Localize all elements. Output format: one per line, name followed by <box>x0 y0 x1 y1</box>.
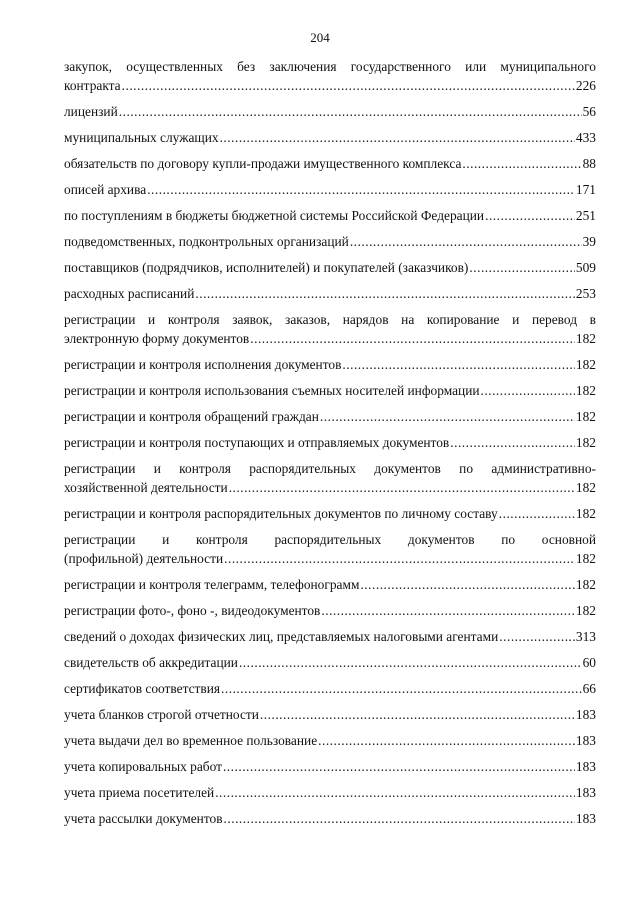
index-entry-line <box>64 284 596 303</box>
index-entry <box>64 154 596 173</box>
index-entry-text: описей архива <box>64 182 147 197</box>
dot-leader <box>260 705 575 724</box>
index-entry-text: сведений о доходах физических лиц, представляемых налоговыми агентами <box>64 629 499 644</box>
index-entry <box>64 530 596 568</box>
dot-leader <box>485 206 575 225</box>
index-entry-text: лицензий <box>64 104 118 119</box>
dot-leader <box>320 407 575 426</box>
index-entry <box>64 627 596 646</box>
index-entry <box>64 575 596 594</box>
index-entry <box>64 310 596 348</box>
index-entry-line <box>64 549 596 568</box>
index-entry-text: муниципальных служащих <box>64 130 219 145</box>
index-entry-line <box>64 705 596 724</box>
index-entry-text: электронную форму документов <box>64 331 250 346</box>
index-entry-page: 183 <box>575 785 596 800</box>
index-entry <box>64 381 596 400</box>
index-entry-line <box>64 355 596 374</box>
index-entry <box>64 809 596 828</box>
dot-leader <box>195 284 575 303</box>
index-entry-page: 183 <box>575 707 596 722</box>
index-entry <box>64 653 596 672</box>
dot-leader <box>481 381 575 400</box>
index-entry-page: 88 <box>582 156 596 171</box>
index-entry <box>64 102 596 121</box>
index-entry-line <box>64 504 596 523</box>
index-entry-page: 182 <box>575 603 596 618</box>
index-entry <box>64 180 596 199</box>
index-entry-page: 182 <box>575 357 596 372</box>
dot-leader <box>499 504 575 523</box>
index-entry-line <box>64 757 596 776</box>
index-entry-text: учета выдачи дел во временное пользование <box>64 733 318 748</box>
dot-leader <box>119 102 582 121</box>
index-entry-text: регистрации и контроля исполнения документов <box>64 357 342 372</box>
index-entry-text: свидетельств об аккредитации <box>64 655 238 670</box>
index-entry <box>64 128 596 147</box>
dot-leader <box>224 549 575 568</box>
index-entry <box>64 284 596 303</box>
dot-leader <box>469 258 575 277</box>
index-entry <box>64 731 596 750</box>
dot-leader <box>342 355 575 374</box>
dot-leader <box>318 731 575 750</box>
index-entry-text: обязательств по договору купли-продажи имущественного комплекса <box>64 156 462 171</box>
index-entry-page: 183 <box>575 733 596 748</box>
index-entry-lead: регистрации и контроля распорядительных документов по административно- <box>64 461 596 476</box>
index-entry-page: 182 <box>575 383 596 398</box>
index-entry-line <box>64 381 596 400</box>
index-entry-line <box>64 258 596 277</box>
index-entry <box>64 601 596 620</box>
index-entry-line <box>64 627 596 646</box>
dot-leader <box>499 627 575 646</box>
page-number: 204 <box>310 30 330 45</box>
index-entry-line <box>64 478 596 497</box>
index-entry-text: регистрации и контроля обращений граждан <box>64 409 319 424</box>
index-entry-line <box>64 206 596 225</box>
index-entry-page: 251 <box>575 208 596 223</box>
dot-leader <box>215 783 575 802</box>
index-entry-page: 226 <box>575 78 596 93</box>
index-entry-line <box>64 679 596 698</box>
dot-leader <box>462 154 581 173</box>
index-entry-page: 183 <box>575 811 596 826</box>
index-entry-page: 182 <box>575 331 596 346</box>
index-entry-line <box>64 809 596 828</box>
index-entry <box>64 407 596 426</box>
index-entry-text: (профильной) деятельности <box>64 551 224 566</box>
index-entry-page: 182 <box>575 409 596 424</box>
index-entry-page: 182 <box>575 577 596 592</box>
index-entry-line <box>64 76 596 95</box>
index-entry-line <box>64 575 596 594</box>
index-entry-lead: закупок, осуществленных без заключения государственного или муниципального <box>64 59 596 74</box>
dot-leader <box>221 679 582 698</box>
index-entry-line <box>64 783 596 802</box>
index-entry-line <box>64 232 596 251</box>
index-entry-line <box>64 128 596 147</box>
index-entry-text: учета копировальных работ <box>64 759 222 774</box>
index-entry-page: 182 <box>575 551 596 566</box>
dot-leader <box>220 128 575 147</box>
index-entry <box>64 705 596 724</box>
dot-leader <box>122 76 575 95</box>
dot-leader <box>250 329 575 348</box>
dot-leader <box>360 575 574 594</box>
index-entry-text: расходных расписаний <box>64 286 195 301</box>
dot-leader <box>350 232 582 251</box>
index-entry-lead: регистрации и контроля распорядительных документов по основной <box>64 532 596 547</box>
dot-leader <box>321 601 575 620</box>
index-entry-text: регистрации и контроля использования съемных носителей информации <box>64 383 480 398</box>
index-entry-line <box>64 433 596 452</box>
index-entry-line <box>64 154 596 173</box>
index-entry-page: 313 <box>575 629 596 644</box>
index-entry-line <box>64 329 596 348</box>
dot-leader <box>223 757 575 776</box>
index-entry-page: 66 <box>582 681 596 696</box>
index-entry-page: 56 <box>582 104 596 119</box>
index-entry-text: учета приема посетителей <box>64 785 215 800</box>
index-entry-page: 171 <box>575 182 596 197</box>
index-entry-page: 253 <box>575 286 596 301</box>
index-entry-line <box>64 180 596 199</box>
index-entry <box>64 57 596 95</box>
index-entry-line <box>64 653 596 672</box>
index-entry-page: 182 <box>575 480 596 495</box>
index-entry-text: подведомственных, подконтрольных организаций <box>64 234 349 249</box>
index-entry-text: учета бланков строгой отчетности <box>64 707 259 722</box>
index-entry-page: 182 <box>575 435 596 450</box>
index-entry-text: поставщиков (подрядчиков, исполнителей) и покупателей (заказчиков) <box>64 260 469 275</box>
index-entry-page: 182 <box>575 506 596 521</box>
index-entry <box>64 504 596 523</box>
index-entry <box>64 433 596 452</box>
index-entry-page: 39 <box>582 234 596 249</box>
dot-leader <box>450 433 575 452</box>
index-entry <box>64 757 596 776</box>
index-entry-line <box>64 601 596 620</box>
index-entry <box>64 206 596 225</box>
dot-leader <box>229 478 575 497</box>
index-entry-text: учета рассылки документов <box>64 811 223 826</box>
index-entry-text: регистрации фото-, фоно -, видеодокументов <box>64 603 321 618</box>
index-entry-text: сертификатов соответствия <box>64 681 221 696</box>
index-entry-page: 183 <box>575 759 596 774</box>
index-entry-text: регистрации и контроля телеграмм, телефонограмм <box>64 577 360 592</box>
index-entry-text: контракта <box>64 78 121 93</box>
index-entry-page: 60 <box>582 655 596 670</box>
dot-leader <box>224 809 575 828</box>
index-entries <box>64 57 596 835</box>
index-entry-page: 433 <box>575 130 596 145</box>
index-entry-page: 509 <box>575 260 596 275</box>
index-entry-text: регистрации и контроля распорядительных документов по личному составу <box>64 506 498 521</box>
index-entry-text: регистрации и контроля поступающих и отправляемых документов <box>64 435 450 450</box>
dot-leader <box>147 180 575 199</box>
index-entry <box>64 355 596 374</box>
index-entry <box>64 679 596 698</box>
index-entry-line <box>64 102 596 121</box>
index-entry <box>64 459 596 497</box>
index-entry-lead: регистрации и контроля заявок, заказов, нарядов на копирование и перевод в <box>64 312 596 327</box>
index-entry-text: хозяйственной деятельности <box>64 480 228 495</box>
index-entry <box>64 258 596 277</box>
dot-leader <box>239 653 582 672</box>
index-entry-text: по поступлениям в бюджеты бюджетной системы Российской Федерации <box>64 208 485 223</box>
index-entry <box>64 232 596 251</box>
index-entry <box>64 783 596 802</box>
index-entry-line <box>64 407 596 426</box>
index-entry-line <box>64 731 596 750</box>
